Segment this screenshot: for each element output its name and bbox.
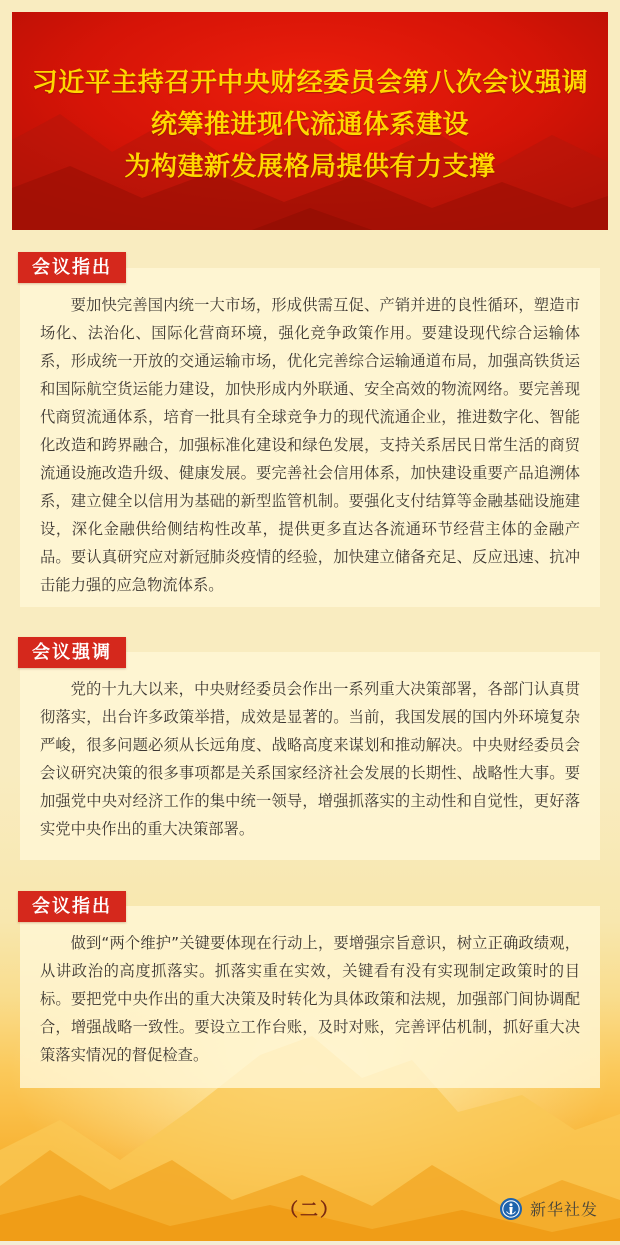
- section-1-box: [20, 268, 600, 607]
- bottom-border-strip: [0, 1241, 620, 1245]
- headline-line-2: 统筹推进现代流通体系建设: [150, 110, 469, 140]
- headline-line-3: 为构建新发展格局提供有力支撑: [124, 152, 496, 182]
- agency-credit: [500, 1197, 598, 1220]
- page-number: （二）: [280, 1200, 340, 1221]
- header-banner: [12, 12, 608, 230]
- section-3-paragraph: 做到“两个维护”关键要体现在行动上，要增强宗旨意识，树立正确政绩观，从讲政治的高度抓落实。抓落实重在实效，关键看有没有实现制定政策时的目标。要把党中央作出的重大决策及时转化为具体政策和法规，加强部门间协调配合，增强战略一致性。要设立工作台账，及时对账，完善评估机制，抓好重大决策落实情况的督促检查。: [40, 934, 580, 1064]
- section-2-paragraph: 党的十九大以来，中央财经委员会作出一系列重大决策部署，各部门认真贯彻落实，出台许多政策举措，成效是显著的。当前，我国发展的国内外环境复杂严峻，很多问题必须从长远角度、战略高度来谋划和推动解决。中央财经委员会会议研究决策的很多事项都是关系国家经济社会发展的长期性、战略性大事。要加强党中央对经济工作的集中统一领导，增强抓落实的主动性和自觉性，更好落实党中央作出的重大决策部署。: [40, 680, 580, 838]
- headline-line-1: 习近平主持召开中央财经委员会第八次会议强调: [31, 68, 589, 98]
- headline: [12, 12, 608, 188]
- footer: [0, 1194, 620, 1228]
- xinhua-logo-icon: [500, 1198, 522, 1220]
- credit-text: 新华社发: [529, 1200, 598, 1219]
- section-3-label-badge: 会议指出: [18, 891, 126, 922]
- section-1-label-badge: 会议指出: [18, 252, 126, 283]
- section-2-label-badge: 会议强调: [18, 637, 126, 668]
- section-1-paragraph: 要加快完善国内统一大市场，形成供需互促、产销并进的良性循环，塑造市场化、法治化、国际化营商环境，强化竞争政策作用。要建设现代综合运输体系，形成统一开放的交通运输市场，优化完善综合运输通道布局，加强高铁货运和国际航空货运能力建设，加快形成内外联通、安全高效的物流网络。要完善现代商贸流通体系，培育一批具有全球竞争力的现代流通企业，推进数字化、智能化改造和跨界融合，加强标准化建设和绿色发展，支持关系居民日常生活的商贸流通设施改造升级、健康发展。要完善社会信用体系，加快建设重要产品追溯体系，建立健全以信用为基础的新型监管机制。要强化支付结算等金融基础设施建设，深化金融供给侧结构性改革，提供更多直达各流通环节经营主体的金融产品。要认真研究应对新冠肺炎疫情的经验，加快建立储备充足、反应迅速、抗冲击能力强的应急物流体系。: [40, 296, 580, 594]
- section-3-box: [20, 906, 600, 1088]
- section-2-box: [20, 652, 600, 860]
